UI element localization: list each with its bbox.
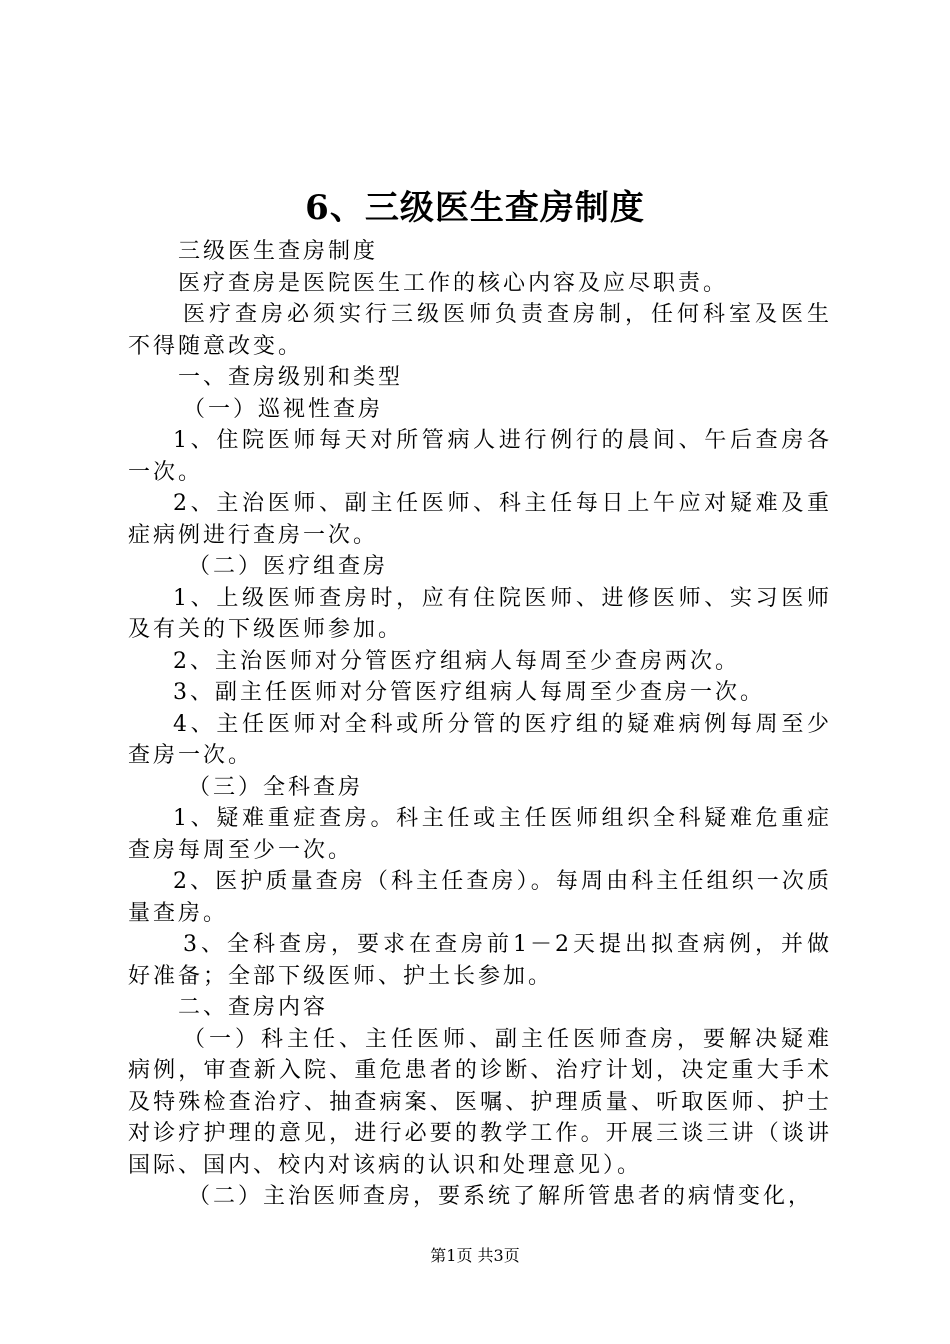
- list-item: 4、主任医师对全科或所分管的医疗组的疑难病例每周至少查房一次。: [128, 711, 832, 768]
- list-item: 3、副主任医师对分管医疗组病人每周至少查房一次。: [173, 680, 765, 705]
- document-body: [128, 236, 832, 1213]
- subsection-heading-team: （二）医疗组查房: [188, 554, 389, 579]
- list-item: 1、上级医师查房时，应有住院医师、进修医师、实习医师及有关的下级医师参加。: [128, 585, 832, 642]
- paragraph-intro: 医疗查房是医院医生工作的核心内容及应尽职责。: [178, 270, 729, 296]
- subsection-heading-department: （三）全科查房: [188, 774, 364, 800]
- page-footer: 第1页 共3页: [430, 1246, 520, 1265]
- list-item: 3、全科查房，要求在查房前1－2天提出拟查病例，并做好准备；全部下级医师、护土长参加。: [128, 932, 832, 989]
- subsection-heading-patrol: （一）巡视性查房: [183, 396, 384, 422]
- section-heading-levels: 一、查房级别和类型: [178, 365, 404, 390]
- list-item: 2、主治医师、副主任医师、科主任每日上午应对疑难及重症病例进行查房一次。: [128, 491, 832, 548]
- section-heading-content: 二、查房内容: [178, 995, 329, 1020]
- list-item: 2、主治医师对分管医疗组病人每周至少查房两次。: [173, 648, 740, 674]
- document-title: 6、三级医生查房制度: [305, 188, 645, 228]
- paragraph-director-rounds: （一）科主任、主任医师、副主任医师查房，要解决疑难病例，审查新入院、重危患者的诊断、治疗计划，决定重大手术及特殊检查治疗、抽查病案、医嘱、护理质量、听取医师、护士对诊疗护理的意见，进行必要的教学工作。开展三谈三讲（谈讲国际、国内、校内对该病的认识和处理意见）。: [128, 1026, 832, 1178]
- paragraph-heading-repeat: 三级医生查房制度: [178, 239, 379, 264]
- list-item: 1、疑难重症查房。科主任或主任医师组织全科疑难危重症查房每周至少一次。: [128, 806, 832, 863]
- list-item: 2、医护质量查房（科主任查房）。每周由科主任组织一次质量查房。: [128, 869, 832, 926]
- paragraph-requirement: 医疗查房必须实行三级医师负责查房制，任何科室及医生不得随意改变。: [128, 302, 832, 359]
- paragraph-attending-rounds: （二）主治医师查房，要系统了解所管患者的病情变化，: [188, 1184, 814, 1209]
- list-item: 1、住院医师每天对所管病人进行例行的晨间、午后查房各一次。: [128, 428, 832, 485]
